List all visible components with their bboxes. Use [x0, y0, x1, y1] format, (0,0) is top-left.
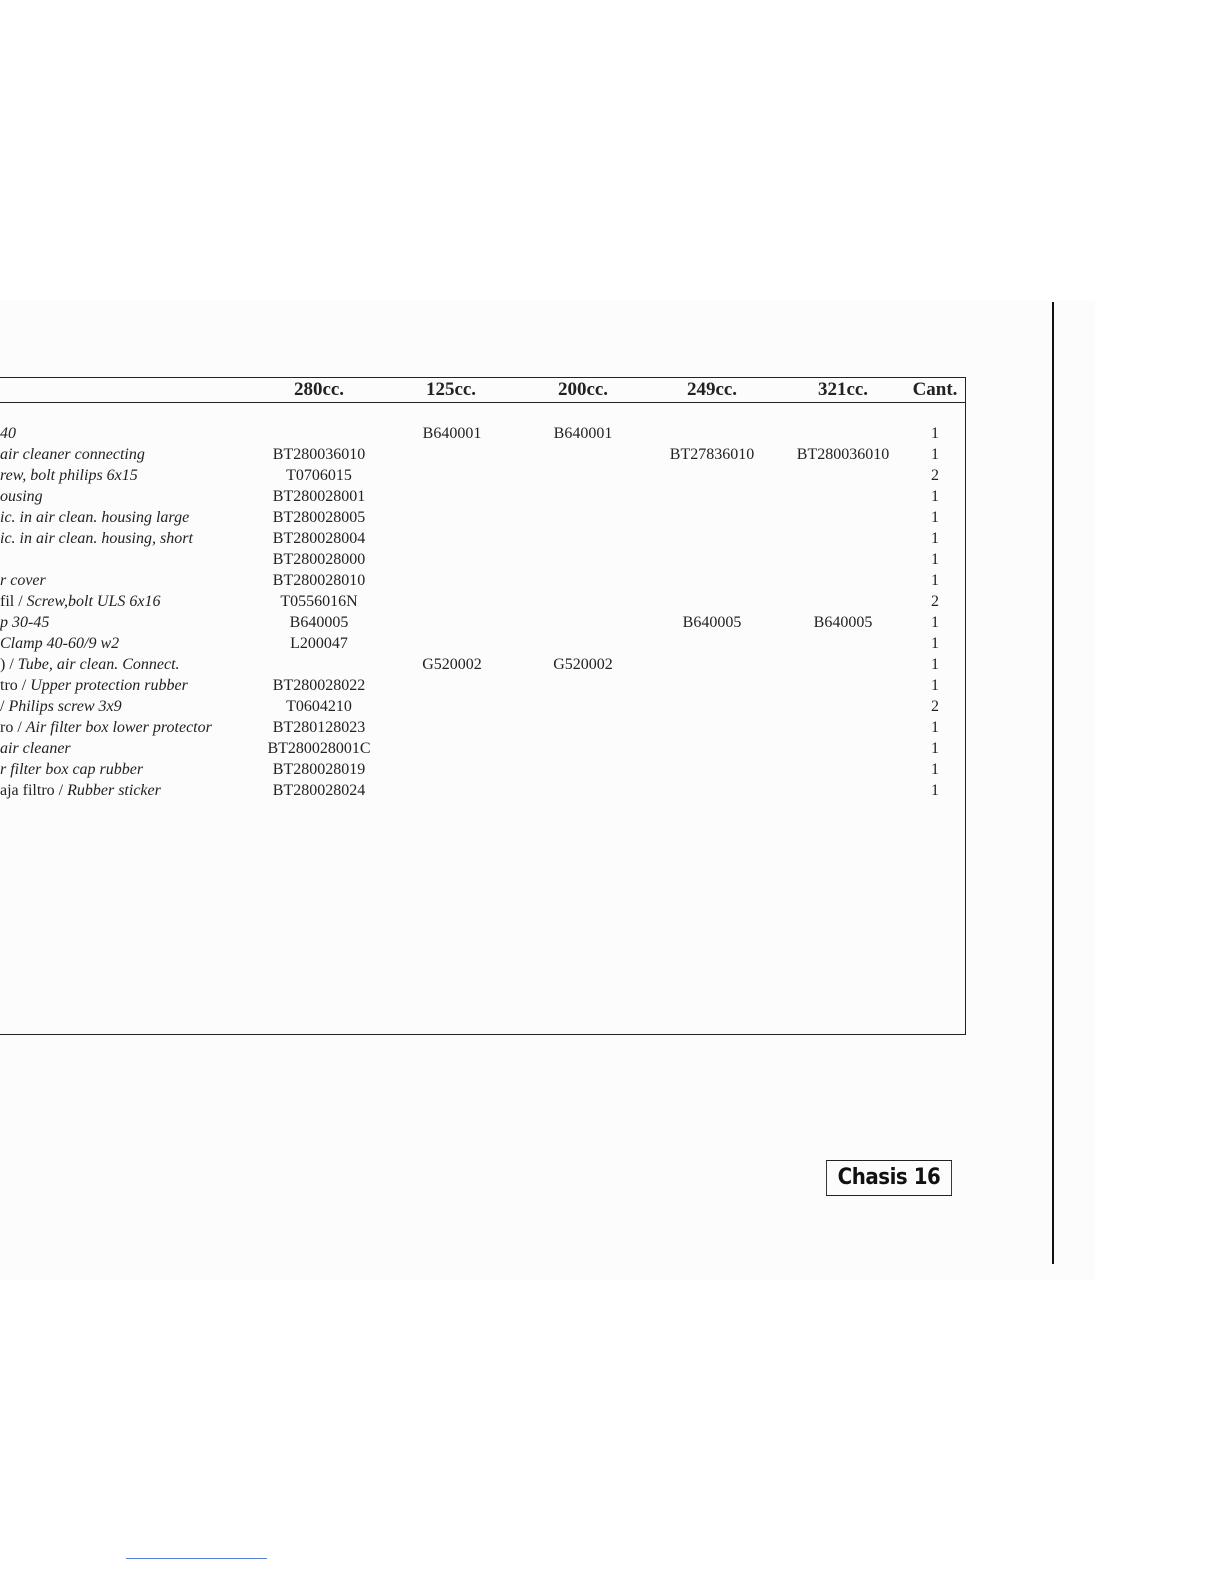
part-description	[0, 488, 250, 506]
quantity: 1	[931, 677, 939, 694]
description-spanish: /	[0, 698, 9, 715]
quantity: 1	[931, 719, 939, 736]
table-row	[0, 488, 965, 509]
description-english: rew, bolt philips 6x15	[0, 467, 138, 484]
part-code-280cc: BT280028000	[272, 551, 366, 568]
part-description	[0, 572, 250, 590]
quantity: 1	[931, 572, 939, 589]
table-row	[0, 467, 965, 488]
part-code-200cc: G520002	[553, 656, 613, 673]
description-english: r filter box cap rubber	[0, 761, 144, 778]
description-english: Tube, air clean. Connect.	[17, 656, 180, 673]
part-description	[0, 446, 250, 464]
table-row	[0, 614, 965, 635]
column-header: 125cc.	[425, 379, 477, 400]
quantity: 2	[931, 698, 939, 715]
quantity: 2	[931, 593, 939, 610]
part-code-280cc: BT280128023	[272, 719, 366, 736]
description-spanish: tro /	[0, 677, 31, 694]
description-english: ic. in air clean. housing, short	[0, 530, 193, 547]
column-header: 249cc.	[686, 379, 738, 400]
part-code-280cc: BT280028001	[272, 488, 366, 505]
part-code-280cc: BT280036010	[272, 446, 366, 463]
quantity: 1	[931, 446, 939, 463]
table-row	[0, 551, 965, 572]
part-code-125cc: B640001	[422, 425, 482, 442]
description-spanish: ) /	[0, 656, 18, 673]
part-description	[0, 761, 250, 779]
column-header: 321cc.	[817, 379, 869, 400]
description-english: Clamp 40-60/9 w2	[0, 635, 120, 652]
part-code-280cc: T0706015	[286, 467, 352, 484]
description-spanish: aja filtro /	[0, 782, 68, 799]
part-description	[0, 593, 250, 611]
description-english: Philips screw 3x9	[8, 698, 122, 715]
table-row	[0, 677, 965, 698]
column-header: 200cc.	[557, 379, 609, 400]
table-row	[0, 698, 965, 719]
link-underline	[126, 1558, 267, 1559]
description-spanish: fil /	[0, 593, 27, 610]
quantity: 1	[931, 635, 939, 652]
table-row	[0, 572, 965, 593]
part-description	[0, 677, 250, 695]
description-english: ousing	[0, 488, 43, 505]
quantity: 1	[931, 740, 939, 757]
part-code-280cc: L200047	[290, 635, 348, 652]
description-english: Rubber sticker	[67, 782, 161, 799]
part-description	[0, 740, 250, 758]
part-description	[0, 719, 250, 737]
part-code-249cc: BT27836010	[669, 446, 755, 463]
part-code-280cc: T0556016N	[280, 593, 358, 610]
quantity: 1	[931, 614, 939, 631]
quantity: 2	[931, 467, 939, 484]
part-code-280cc: B640005	[289, 614, 349, 631]
part-code-321cc: B640005	[813, 614, 873, 631]
part-code-280cc: BT280028001C	[267, 740, 371, 757]
table-row	[0, 593, 965, 614]
part-description	[0, 614, 250, 632]
part-code-280cc: T0604210	[286, 698, 352, 715]
part-description	[0, 425, 250, 443]
quantity: 1	[931, 656, 939, 673]
part-code-125cc: G520002	[422, 656, 482, 673]
column-header: 280cc.	[293, 379, 345, 400]
part-description	[0, 467, 250, 485]
part-code-280cc: BT280028022	[272, 677, 366, 694]
description-english: air cleaner connecting	[0, 446, 145, 463]
table-row	[0, 446, 965, 467]
part-code-280cc: BT280028005	[272, 509, 366, 526]
description-english: air cleaner	[0, 740, 71, 757]
table-row	[0, 782, 965, 803]
part-code-249cc: B640005	[682, 614, 742, 631]
part-code-280cc: BT280028019	[272, 761, 366, 778]
quantity: 1	[931, 782, 939, 799]
part-code-200cc: B640001	[553, 425, 613, 442]
page-label: Chasis 16	[826, 1160, 952, 1196]
description-english: Air filter box lower protector	[25, 719, 212, 736]
part-description	[0, 635, 250, 653]
quantity: 1	[931, 425, 939, 442]
table-row	[0, 635, 965, 656]
table-row	[0, 509, 965, 530]
part-code-280cc: BT280028004	[272, 530, 366, 547]
quantity: 1	[931, 530, 939, 547]
page-edge-rule	[1052, 302, 1054, 1264]
part-description	[0, 656, 250, 674]
part-description	[0, 530, 250, 548]
part-code-321cc: BT280036010	[796, 446, 890, 463]
description-english: Upper protection rubber	[30, 677, 188, 694]
description-english: 40	[0, 425, 16, 442]
table-row	[0, 761, 965, 782]
description-english: ic. in air clean. housing large	[0, 509, 190, 526]
description-english: p 30-45	[0, 614, 50, 631]
table-row	[0, 530, 965, 551]
table-row	[0, 425, 965, 446]
part-description	[0, 509, 250, 527]
part-code-280cc: BT280028010	[272, 572, 366, 589]
quantity: 1	[931, 551, 939, 568]
description-english: Screw,bolt ULS 6x16	[26, 593, 161, 610]
table-row	[0, 656, 965, 677]
table-row	[0, 719, 965, 740]
part-description	[0, 782, 250, 800]
description-spanish: ro /	[0, 719, 26, 736]
part-code-280cc: BT280028024	[272, 782, 366, 799]
header-divider	[0, 402, 966, 403]
quantity: 1	[931, 488, 939, 505]
quantity: 1	[931, 761, 939, 778]
part-description	[0, 698, 250, 716]
description-english: r cover	[0, 572, 46, 589]
table-row	[0, 740, 965, 761]
quantity: 1	[931, 509, 939, 526]
column-header: Cant.	[912, 379, 958, 400]
